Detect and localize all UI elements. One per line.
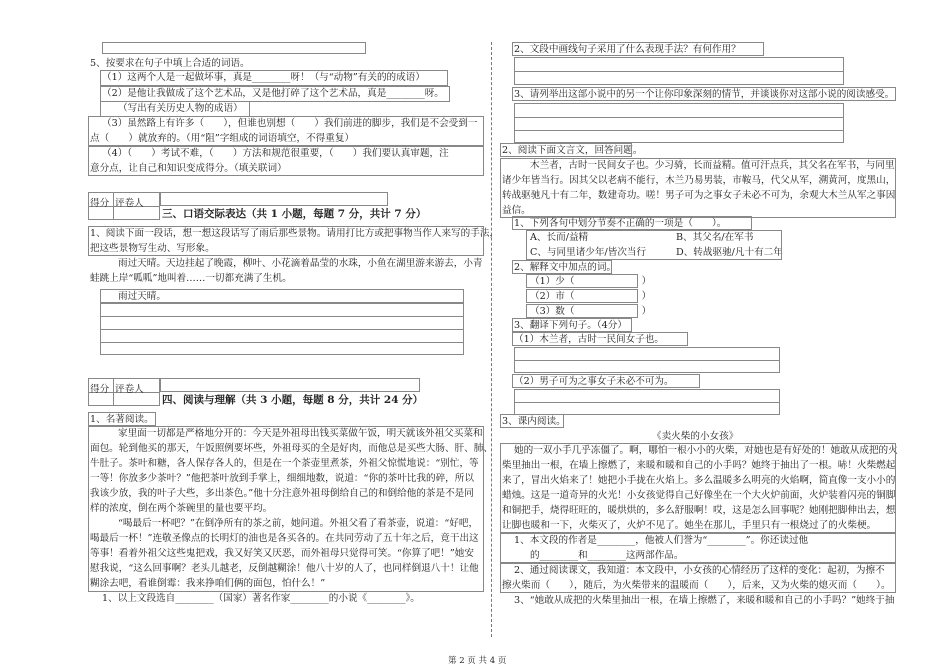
question-5-4-line1: （4）（ ）考试不难，（ ）方法和规范很重要，（ ）我们要认真审题，注	[102, 148, 449, 159]
section-3-title: 三、口语交际表达（共 1 小题，每题 7 分，共计 7 分）	[162, 208, 427, 220]
answer-box	[100, 101, 250, 117]
r-kn-line: 让脚也暖和一下，火柴灭了，火炉不见了。她坐在那儿，手里只有一根烧过了的火柴梗。	[502, 520, 877, 531]
answer-box	[100, 70, 448, 86]
question-5-3-line1: （3）虽然路上有许多（ ），但谁也别想（ ）我们前进的脚步，我们是不会受到一	[102, 118, 478, 129]
r-kn-line: 她的一双小手几乎冻僵了。啊，哪怕一根小小的火柴，对她也是有好处的！她敢从成把的火	[514, 445, 898, 456]
question-5-title: 5、按要求在句子中填上合适的词语。	[90, 58, 250, 69]
grader-label: 评卷人	[115, 384, 144, 395]
question-5-3-line2: 点（ ）就放弃的。（用“阻”字组成的词语填空，不得重复）	[90, 133, 355, 144]
r-k-question-2-line2: 擦火柴而（ ），随后，为火柴带来的温暖而（ ），后来，又为火柴的熄灭而（ ）。	[502, 580, 891, 591]
r-k-question-3: 3、“她敢从成把的火柴里抽出一根，在墙上擦燃了，来暖和暖和自己的小手吗？”她终于抽	[514, 595, 895, 606]
r-w-option-a[interactable]: A、长而/益精	[530, 232, 589, 243]
answer-box	[512, 260, 612, 274]
s4-passage-line: 家里面一切都是严格地分开的：今天是外祖母出钱买菜做午饭，明天就该外祖父买菜和	[118, 428, 483, 439]
answer-box	[88, 412, 156, 426]
r-w-word-2[interactable]: （2）市（ ）	[530, 291, 652, 302]
s4-passage-line: 一等！你放多少茶叶？”他把茶叶放到手掌上，细细地数，说道：“你的茶叶比我的碎，所以	[90, 473, 474, 484]
answer-box	[512, 42, 764, 56]
answer-box	[100, 86, 450, 102]
s4-question-1-1: 1、以上文段选自________（国家）著名作家________的小说《________》。	[102, 593, 420, 604]
answer-lines[interactable]	[514, 347, 780, 373]
r-question-2: 2、文段中画线句子采用了什么表现手法？有何作用？	[514, 44, 741, 55]
r-w-question-3: 3、翻译下列句子。（4分）	[514, 320, 627, 331]
answer-lines[interactable]	[514, 57, 844, 85]
answer-lines[interactable]	[100, 303, 464, 355]
r-w-option-c[interactable]: C、与同里诸少年/皆次当行	[530, 247, 647, 258]
passage-box	[88, 426, 484, 592]
s4-passage-line: 等事！看着外祖父这些鬼把戏，我又好笑又厌恶，而外祖母只觉得可笑。“你算了吧！”她安	[90, 548, 474, 559]
answer-box	[526, 289, 638, 303]
s4-question-1: 1、名著阅读。	[90, 414, 154, 425]
s4-passage-line: 糊涂去吧，看谁倒霉：我来挣咱们俩的面包，怕什么！”	[90, 578, 326, 589]
r-classical-line: 诸少年皆当行。因其父以老病不能行，木兰乃易男装，市鞍马，代父从军，溯黄河，度黑山，	[502, 175, 896, 186]
s4-passage-line: 牛肚子。茶叶和糖，各人保存各人的，但是在一个茶壶里煮茶，外祖父惊慌地说：“别忙，等	[90, 458, 479, 469]
answer-box	[512, 318, 632, 332]
answer-box	[512, 87, 896, 101]
s3-passage-line2: 蛙跳上岸“呱呱”地叫着……一切都充满了生机。	[90, 273, 292, 284]
r-kn-line: 和铜把手，烧得旺旺的，暖烘烘的，多么舒服啊！哎，这是怎么回事呢？她刚把脚伸出去，想	[502, 505, 896, 516]
question-5-2-hint: （写出有关历史人物的成语）	[118, 103, 243, 114]
answer-box	[526, 304, 638, 318]
question-5-1: （1）这两个人是一起做坏事，真是________呀！（与“动物”有关的的成语）	[102, 72, 425, 83]
s3-passage-line1: 雨过天晴。天边挂起了晚霞，柳叶、小花滴着晶莹的水珠，小鱼在湖里游来游去，小青	[118, 258, 483, 269]
r-classical-line: 转战驱驰凡十有二年，数建奇功。嗟！男子可为之事女子未必不可为，余观大木兰从军之事因	[502, 190, 896, 201]
answer-box	[88, 116, 484, 146]
passage-box	[500, 158, 896, 218]
question-5-2: （2）是他让我做成了这个艺术品，又是他打碎了这个艺术品，真是________呀。	[102, 88, 444, 99]
s4-passage-line: 面包。轮到他买的那天，午饭照例要坏些，外祖母买的全是好肉，而他总是买些大肠、肝、肺、	[90, 443, 493, 454]
answer-box	[500, 563, 896, 593]
passage-box	[500, 443, 896, 533]
r-classical-line: 木兰者，古时一民间女子也。少习骑，长而益精。值可汗点兵，其父名在军书，与同里	[530, 160, 895, 171]
r-w-translate-2: （2）男子可为之事女子未必不可为。	[514, 376, 674, 387]
r-w-word-3[interactable]: （3）数（ ）	[530, 306, 652, 317]
answer-lines[interactable]	[514, 103, 844, 143]
s4-passage-line: 我该少放，我的叶子大些，多出茶色。”他十分注意外祖母倒给自己的和倒给他的茶是不是同	[90, 488, 474, 499]
s3-question-line2: 把这些景物写生动、写形象。	[90, 243, 215, 254]
r-kn-line: 来了，冒出火焰来了！她把小手拢在火焰上。多么温暖多么明亮的火焰啊，简直像一支小小的	[502, 475, 896, 486]
s3-question-line1: 1、阅读下面一段话，想一想这段话写了雨后那些景物。请用打比方或把事物当作人来写的手法，	[90, 228, 500, 239]
section-header-box	[160, 192, 388, 206]
section-header-box	[160, 378, 420, 392]
s3-answer-start: 雨过天晴。	[118, 291, 166, 302]
grader-label: 评卷人	[115, 198, 144, 209]
answer-box	[88, 226, 484, 256]
options-box	[526, 230, 782, 260]
answer-box	[500, 414, 564, 428]
r-w-word-1[interactable]: （1）少（ ）	[530, 276, 652, 287]
r-kn-line: 柴里抽出一根，在墙上擦燃了，来暖和暖和自己的小手吗？她终于抽出了一根。哧！火柴燃起	[502, 460, 896, 471]
answer-box	[88, 146, 484, 176]
answer-box	[512, 374, 700, 388]
r-k-question-2-line1: 2、通过阅读课文，我知道：本文段中，小女孩的心情经历了这样的变化：起初，为擦不	[514, 565, 885, 576]
page-footer: 第 2 页 共 4 页	[448, 656, 507, 666]
r-w-option-d[interactable]: D、转战驱驰/凡十有二年	[676, 247, 783, 258]
r-question-3: 3、请列举出这部小说中的另一个让你印象深刻的情节，并谈谈你对这部小说的阅读感受。	[514, 89, 895, 100]
answer-lines[interactable]	[514, 389, 780, 415]
r-k-question-1-line2: 的________和________这两部作品。	[530, 550, 684, 561]
question-5-4-line2: 意分点，让自己和知识变成得分。（填关联词）	[90, 163, 287, 174]
r-k-question-1-line1: 1、本文段的作者是________，他被人们誉为“________”。你还读过他	[514, 535, 809, 546]
s4-passage-line: “喝最后一杯吧？”在倒净所有的茶之前，她问道。外祖父看了看茶壶，说道：“好吧，	[118, 518, 479, 529]
r-w-option-b[interactable]: B、其父名/在军书	[676, 232, 754, 243]
answer-box	[526, 274, 638, 288]
r-w-translate-1: （1）木兰者，古时一民间女子也。	[514, 334, 665, 345]
s4-passage-line: 喝最后一杯！”连敬圣像点的长明灯的油也是各买各的。在共同劳动了五十年之后，竟干出这	[90, 533, 479, 544]
column-divider	[491, 42, 492, 637]
s4-passage-line: 样的浓度，倒在两个茶碗里的量也要平均。	[90, 503, 273, 514]
r-kn-line: 蜡烛。这是一道奇异的火光！小女孩觉得自己好像坐在一个大火炉前面，火炉装着闪亮的铜脚	[502, 490, 896, 501]
r-passage-title: 《卖火柴的小女孩》	[652, 431, 739, 442]
answer-box[interactable]	[102, 42, 366, 54]
score-label: 得分	[90, 198, 110, 209]
section-4-title: 四、阅读与理解（共 3 小题，每题 8 分，共计 24 分）	[162, 394, 424, 406]
answer-box	[500, 143, 632, 157]
answer-box	[512, 216, 752, 230]
answer-box	[500, 533, 896, 563]
r-w-question-1: 1、下列各句中划分节奏不正确的一项是（ ）。	[514, 218, 727, 229]
r-w-question-2: 2、解释文中加点的词。	[514, 262, 617, 273]
r-classical-line: 益信。	[502, 205, 531, 216]
r-section-2: 2、阅读下面文言文，回答问题。	[502, 145, 643, 156]
score-label: 得分	[90, 384, 110, 395]
answer-box	[100, 289, 464, 303]
answer-box	[512, 332, 688, 346]
r-section-3: 3、课内阅读。	[502, 416, 566, 427]
s4-passage-line: 慰我说，“这么回事啊？老头儿越老，反倒越糊涂！他八十岁的人了，也同样倒退八十！让他	[90, 563, 479, 574]
